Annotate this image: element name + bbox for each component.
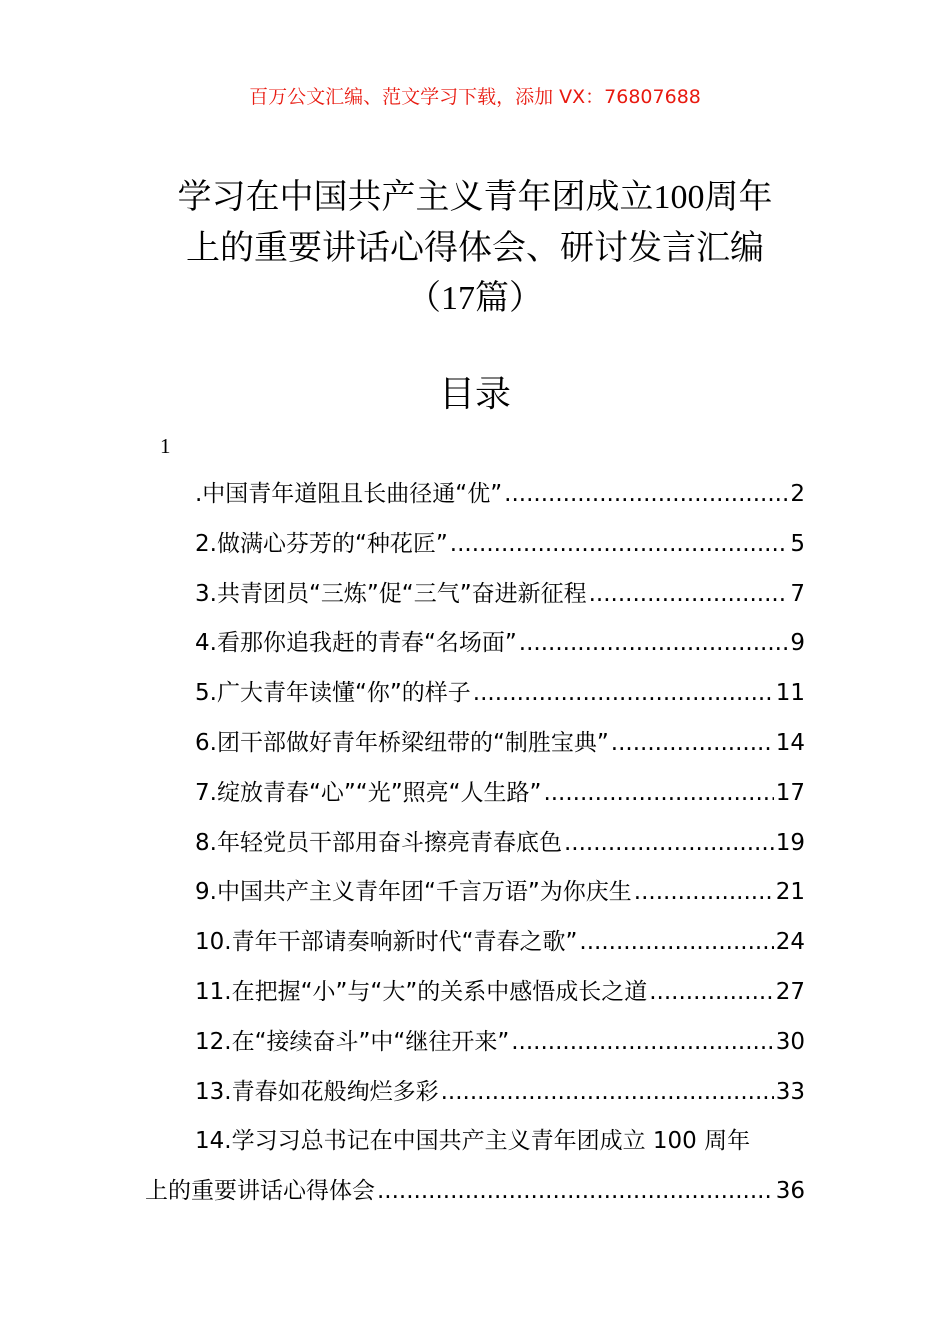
toc-entry-page: 33 (775, 1078, 805, 1105)
toc-entry[interactable] (195, 675, 805, 725)
toc-entry[interactable] (195, 924, 805, 974)
toc-entry-page: 17 (775, 779, 805, 806)
toc-leader (473, 675, 774, 711)
toc-leader (611, 725, 774, 761)
toc-entry-page: 27 (775, 978, 805, 1005)
title-line-3-close: 篇） (475, 278, 543, 318)
toc-entry-title: 6.团干部做好青年桥梁纽带的“制胜宝典” (195, 729, 609, 756)
toc-entry-title: 8.年轻党员干部用奋斗擦亮青春底色 (195, 829, 562, 856)
toc-entry-title: .中国青年道阻且长曲径通“优” (195, 481, 503, 507)
toc-leader (441, 1074, 774, 1110)
toc-entry-page: 36 (775, 1178, 805, 1205)
document-title (0, 172, 950, 324)
toc-entry[interactable] (195, 974, 805, 1024)
toc-entry-page: 2 (790, 481, 805, 507)
toc-heading: 目录 (438, 374, 511, 415)
toc-entry-title: 7.绽放青春“心”“光”照亮“人生路” (195, 779, 542, 806)
title-line-3-open: （ (407, 278, 441, 318)
toc-entry-page: 9 (790, 630, 805, 657)
toc-leader (519, 625, 789, 661)
toc-leader (564, 825, 774, 861)
title-line-2: 上的重要讲话心得体会、研讨发言汇编 (186, 228, 764, 268)
toc-entry-page: 7 (790, 580, 805, 607)
toc-lone-number: 1 (160, 434, 171, 458)
toc-entry-title: 9.中国共产主义青年团“千言万语”为你庆生 (195, 879, 632, 906)
toc-entry-page: 11 (775, 680, 805, 707)
toc-entry-title: 11.在把握“小”与“大”的关系中感悟成长之道 (195, 978, 648, 1005)
toc-leader (589, 576, 789, 612)
title-line-3-number: 17 (441, 280, 475, 317)
toc-entry-14-line-2[interactable] (145, 1173, 805, 1223)
toc-entry[interactable] (195, 775, 805, 825)
toc-entry[interactable] (195, 476, 805, 526)
toc-entry-title: 10.青年干部请奏响新时代“青春之歌” (195, 929, 578, 956)
title-line-1-text: 学习在中国共产主义青年团成立 (177, 177, 654, 217)
toc-entry[interactable] (195, 1024, 805, 1074)
toc-entry-title: 14.学习习总书记在中国共产主义青年团成立 100 周年 (195, 1128, 751, 1155)
table-of-contents (145, 476, 805, 1223)
toc-entry[interactable] (195, 874, 805, 924)
toc-leader (511, 1024, 773, 1060)
toc-entry-title: 13.青春如花般绚烂多彩 (195, 1078, 439, 1105)
toc-entry[interactable] (195, 825, 805, 875)
toc-entry-title: 5.广大青年读懂“你”的样子 (195, 680, 471, 707)
toc-leader (543, 775, 773, 811)
toc-entry[interactable] (195, 1074, 805, 1124)
toc-entry-page: 30 (775, 1028, 805, 1055)
toc-entry[interactable] (195, 625, 805, 675)
toc-leader (504, 476, 788, 512)
title-line-1 (0, 172, 950, 223)
toc-entry-title: 12.在“接续奋斗”中“继往开来” (195, 1028, 510, 1055)
header-banner: 百万公文汇编、范文学习下载，添加 VX：76807688 (249, 86, 701, 108)
title-line-3 (0, 273, 950, 324)
toc-leader (649, 974, 773, 1010)
toc-entry-page: 14 (775, 729, 805, 756)
toc-leader (377, 1173, 774, 1209)
toc-entry-page: 5 (790, 530, 805, 557)
toc-entry-title: 2.做满心芬芳的“种花匠” (195, 530, 448, 557)
toc-entry-page: 24 (775, 929, 805, 956)
toc-entry[interactable] (195, 526, 805, 576)
title-line-1-number: 100 (653, 179, 705, 216)
toc-entry-title: 3.共青团员“三炼”促“三气”奋进新征程 (195, 580, 587, 607)
toc-entry-page: 21 (775, 879, 805, 906)
toc-leader (450, 526, 789, 562)
toc-entry-page: 19 (775, 829, 805, 856)
toc-leader (634, 874, 774, 910)
toc-leader (579, 924, 773, 960)
toc-entry-title-continued: 上的重要讲话心得体会 (145, 1178, 375, 1205)
toc-entry[interactable] (195, 725, 805, 775)
toc-entry-title: 4.看那你追我赶的青春“名场面” (195, 630, 517, 657)
toc-entry-14-line-1[interactable] (195, 1123, 805, 1173)
toc-entry[interactable] (195, 576, 805, 626)
title-line-1-suffix: 周年 (704, 177, 773, 217)
